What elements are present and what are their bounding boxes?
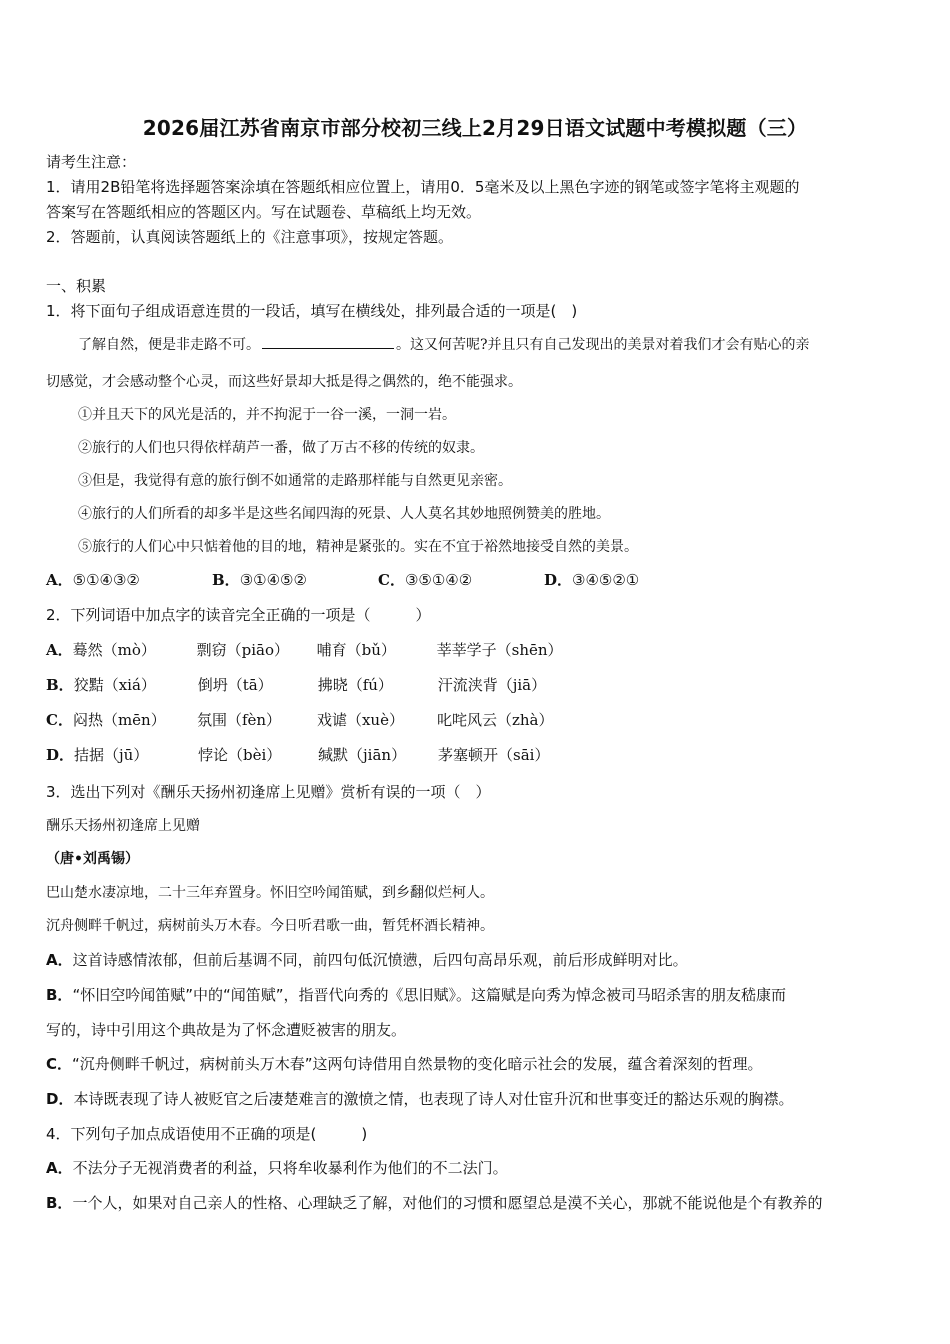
q2-option-a[interactable]: A．蓦然（mò） 剽窃（piāo） 哺育（bǔ） 莘莘学子（shēn） xyxy=(46,641,563,659)
q1-sentence-3: ③但是，我觉得有意的旅行倒不如通常的走路那样能与自然更见亲密。 xyxy=(78,473,512,489)
q1-sentence-4: ④旅行的人们所看的却多半是这些名闻四海的死景、人人莫名其妙地照例赞美的胜地。 xyxy=(78,506,610,522)
q2-word: 汗流浃背（jiā） xyxy=(437,676,547,694)
q1-stem: 1．将下面句子组成语意连贯的一段话，填写在横线处，排列最合适的一项是( ) xyxy=(46,302,578,320)
q2-word: 剽窃（piāo） xyxy=(196,641,290,659)
q1-passage-part-b: 。这又何苦呢?并且只有自己发现出的美景对着我们才会有贴心的亲 xyxy=(396,337,810,353)
q4-option-b[interactable]: B．一个人，如果对自己亲人的性格、心理缺乏了解，对他们的习惯和愿望总是漠不关心，那就不能说他是个有教养的 xyxy=(46,1194,823,1212)
q2-word: 蓦然（mò） xyxy=(72,641,156,659)
q2-word: 茅塞顿开（sāi） xyxy=(438,746,550,764)
q1-sentence-5: ⑤旅行的人们心中只惦着他的目的地，精神是紧张的。实在不宜于裕然地接受自然的美景。 xyxy=(78,539,638,555)
q4-stem: 4．下列句子加点成语使用不正确的项是( ) xyxy=(46,1125,368,1143)
q1-sentence-1: ①并且天下的风光是活的，并不拘泥于一谷一溪，一洞一岩。 xyxy=(78,407,456,423)
q2-word: 闷热（mēn） xyxy=(72,711,166,729)
q2-word: 叱咤风云（zhà） xyxy=(436,711,554,729)
poem-line-2: 沉舟侧畔千帆过，病树前头万木春。今日听君歌一曲，暂凭杯酒长精神。 xyxy=(46,918,494,934)
q2-word: 拂晓（fú） xyxy=(317,676,393,694)
answer-blank xyxy=(262,334,394,349)
notice-line-1: 1．请用2B铅笔将选择题答案涂填在答题纸相应位置上，请用0．5毫米及以上黑色字迹的钢笔或签字笔将主观题的 xyxy=(46,178,800,196)
q2-word: 哺育（bǔ） xyxy=(316,641,396,659)
q1-sentence-2: ②旅行的人们也只得依样葫芦一番，做了万古不移的传统的奴隶。 xyxy=(78,440,484,456)
q2-option-d[interactable]: D．拮据（jū） 悖论（bèi） 缄默（jiān） 茅塞顿开（sāi） xyxy=(46,746,550,764)
poem-line-1: 巴山楚水凄凉地，二十三年弃置身。怀旧空吟闻笛赋，到乡翻似烂柯人。 xyxy=(46,885,494,901)
q3-option-d[interactable]: D．本诗既表现了诗人被贬官之后凄楚难言的激愤之情，也表现了诗人对仕宦升沉和世事变迁的豁达乐观的胸襟。 xyxy=(46,1090,794,1108)
q1-passage-line-1 xyxy=(78,334,810,355)
q4-option-a[interactable]: A．不法分子无视消费者的利益，只将牟收暴利作为他们的不二法门。 xyxy=(46,1159,508,1177)
q2-word: 戏谑（xuè） xyxy=(316,711,404,729)
q2-word: 狡黠（xiá） xyxy=(73,676,156,694)
q2-word: 悖论（bèi） xyxy=(198,746,282,764)
q1-option-b[interactable]: B．③①④⑤② xyxy=(212,571,307,589)
q1-passage-line-2: 切感觉，才会感动整个心灵，而这些好景却大抵是得之偶然的，绝不能强求。 xyxy=(46,374,522,390)
q3-option-a[interactable]: A．这首诗感情浓郁，但前后基调不同，前四句低沉愤懑，后四句高昂乐观，前后形成鲜明对比。 xyxy=(46,951,688,969)
q2-word: 莘莘学子（shēn） xyxy=(436,641,563,659)
notice-heading: 请考生注意： xyxy=(46,153,137,171)
q3-option-b-cont: 写的，诗中引用这个典故是为了怀念遭贬被害的朋友。 xyxy=(46,1021,407,1039)
q1-option-a[interactable]: A．⑤①④③② xyxy=(46,571,140,589)
q3-option-b[interactable]: B．“怀旧空吟闻笛赋”中的“闻笛赋”，指晋代向秀的《思旧赋》。这篇赋是向秀为悼念被司马昭杀害的朋友嵇康而 xyxy=(46,986,787,1004)
poem-title: 酬乐天扬州初逢席上见赠 xyxy=(46,818,200,834)
section-heading: 一、积累 xyxy=(46,277,107,295)
q2-option-b[interactable]: B．狡黠（xiá） 倒坍（tā） 拂晓（fú） 汗流浃背（jiā） xyxy=(46,676,547,694)
q1-options xyxy=(46,570,710,590)
q1-option-d[interactable]: D．③④⑤②① xyxy=(544,571,640,589)
notice-line-3: 2．答题前，认真阅读答题纸上的《注意事项》，按规定答题。 xyxy=(46,228,454,246)
q2-option-c[interactable]: C．闷热（mēn） 氛围（fèn） 戏谑（xuè） 叱咤风云（zhà） xyxy=(46,711,554,729)
q1-passage-part-a: 了解自然，便是非走路不可。 xyxy=(78,337,260,353)
q2-stem: 2．下列词语中加点字的读音完全正确的一项是（ ） xyxy=(46,606,431,624)
notice-line-2: 答案写在答题纸相应的答题区内。写在试题卷、草稿纸上均无效。 xyxy=(46,203,482,221)
poem-author: （唐•刘禹锡） xyxy=(46,851,139,867)
q3-option-c[interactable]: C．“沉舟侧畔千帆过，病树前头万木春”这两句诗借用自然景物的变化暗示社会的发展，蕴含着深刻的哲理。 xyxy=(46,1055,763,1073)
q2-word: 缄默（jiān） xyxy=(318,746,407,764)
page-title: 2026届江苏省南京市部分校初三线上2月29日语文试题中考模拟题（三） xyxy=(142,116,808,140)
q3-stem: 3．选出下列对《酬乐天扬州初逢席上见赠》赏析有误的一项（ ） xyxy=(46,783,491,801)
q2-word: 倒坍（tā） xyxy=(197,676,273,694)
q2-word: 拮据（jū） xyxy=(74,746,149,764)
q1-option-c[interactable]: C．③⑤①④② xyxy=(378,571,473,589)
q2-word: 氛围（fèn） xyxy=(196,711,282,729)
